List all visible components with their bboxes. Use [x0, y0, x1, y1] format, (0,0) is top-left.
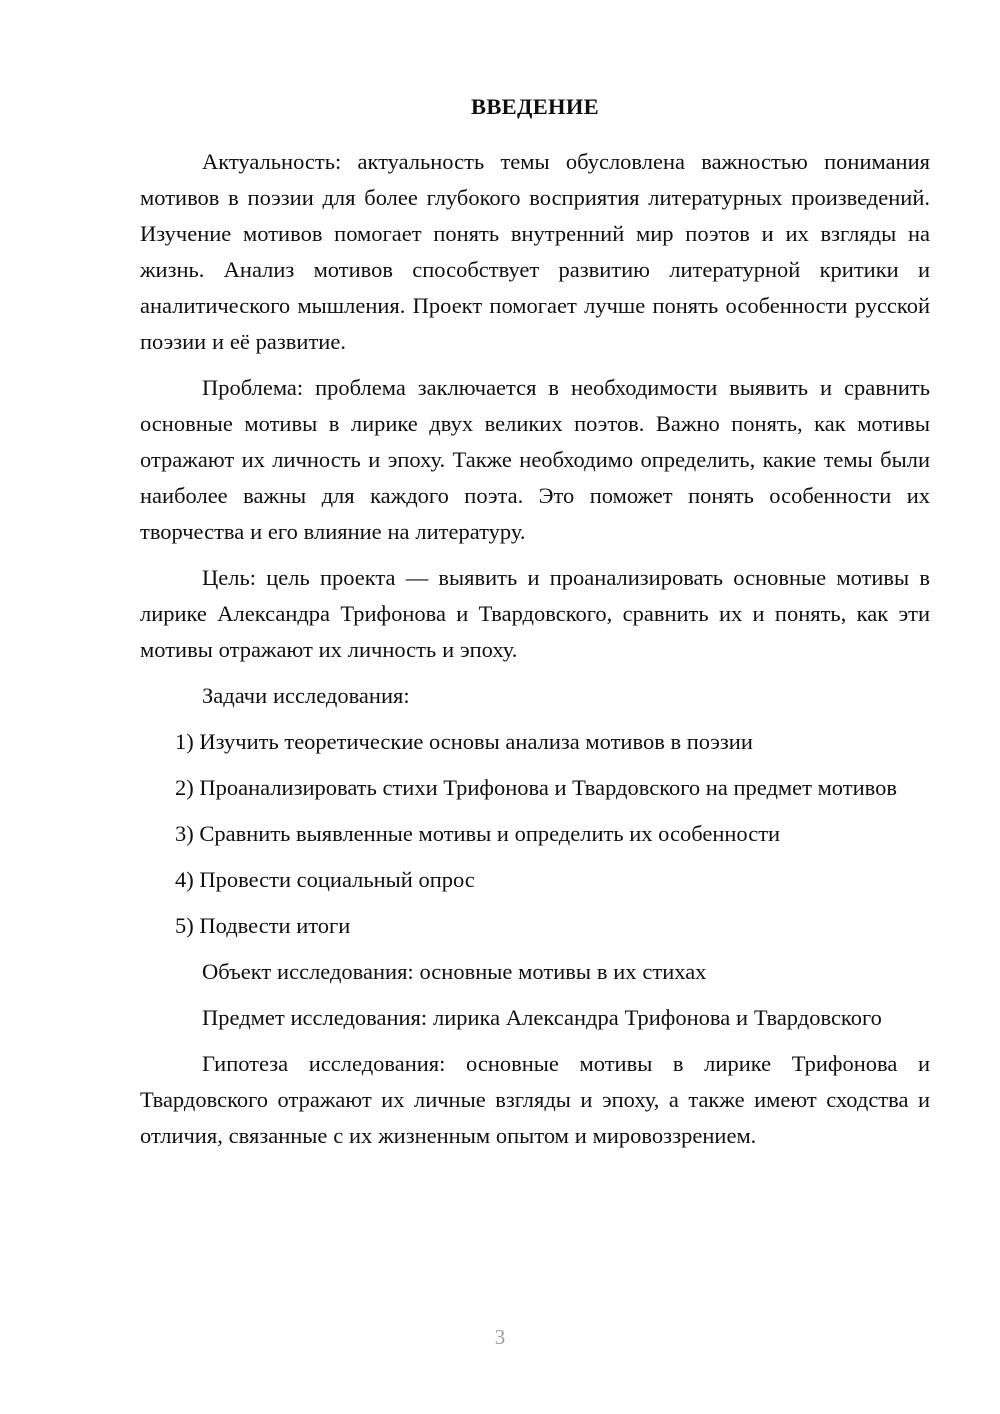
- page-number: 3: [494, 1325, 506, 1349]
- list-item: 5) Подвести итоги: [175, 913, 351, 938]
- page-title: ВВЕДЕНИЕ: [471, 94, 599, 119]
- paragraph-object: Объект исследования: основные мотивы в их стихах: [202, 959, 707, 984]
- paragraph-relevance: Актуальность: актуальность темы обусловлена важностью понимания мотивов в поэзии для более глубокого восприятия литературных произведений. Изучение мотивов помогает понять внутренний мир поэтов и их взгляды на жизнь. Анализ мотивов способствует развитию литературной критики и аналитического мышления. Проект помогает лучше понять особенности русской поэзии и её развитие.: [140, 149, 930, 354]
- document-body: [140, 92, 930, 1164]
- list-item: 4) Провести социальный опрос: [175, 867, 475, 892]
- paragraph-problem: Проблема: проблема заключается в необходимости выявить и сравнить основные мотивы в лирике двух великих поэтов. Важно понять, как мотивы отражают их личность и эпоху. Также необходимо определить, какие темы были наиболее важны для каждого поэта. Это поможет понять особенности их творчества и его влияние на литературу.: [140, 375, 930, 544]
- paragraph-hypothesis: Гипотеза исследования: основные мотивы в лирике Трифонова и Твардовского отражают их личные взгляды и эпоху, а также имеют сходства и отличия, связанные с их жизненным опытом и мировоззрением.: [140, 1051, 930, 1148]
- list-item: 2) Проанализировать стихи Трифонова и Твардовского на предмет мотивов: [175, 775, 897, 800]
- paragraph-subject: Предмет исследования: лирика Александра Трифонова и Твардовского: [202, 1005, 882, 1030]
- paragraph-goal: Цель: цель проекта — выявить и проанализировать основные мотивы в лирике Александра Трифонова и Твардовского, сравнить их и понять, как эти мотивы отражают их личность и эпоху.: [140, 565, 930, 662]
- list-item: 1) Изучить теоретические основы анализа мотивов в поэзии: [175, 729, 753, 754]
- tasks-heading: Задачи исследования:: [202, 683, 410, 708]
- list-item: 3) Сравнить выявленные мотивы и определить их особенности: [175, 821, 781, 846]
